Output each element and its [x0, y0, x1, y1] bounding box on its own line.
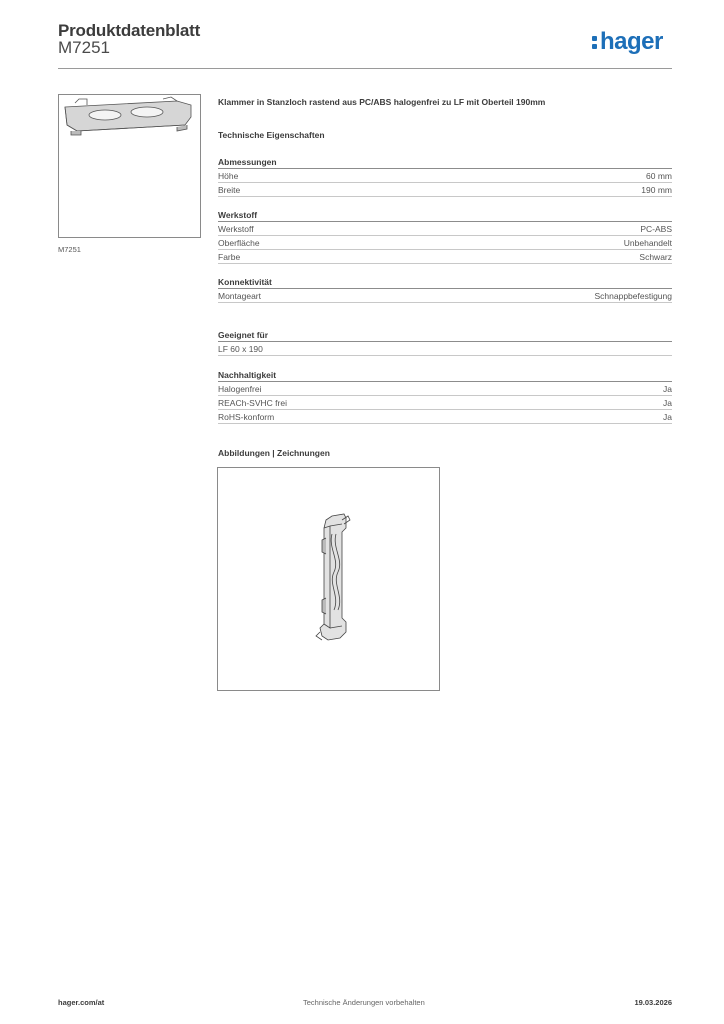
property-row — [218, 396, 672, 410]
property-row — [218, 222, 672, 236]
section-nachhaltigkeit — [218, 370, 672, 424]
property-row — [218, 342, 672, 356]
product-thumbnail-image — [59, 95, 200, 237]
header-divider — [58, 68, 672, 69]
logo-dots-icon — [592, 34, 597, 50]
product-drawing-image — [218, 468, 439, 690]
hager-logo — [592, 28, 663, 56]
section-title: Konnektivität — [218, 277, 672, 289]
property-label: Werkstoff — [218, 224, 254, 234]
property-value: Unbehandelt — [623, 238, 672, 248]
section-werkstoff — [218, 210, 672, 264]
property-label: RoHS-konform — [218, 412, 275, 422]
property-value: 190 mm — [641, 185, 672, 195]
footer-date: 19.03.2026 — [634, 998, 672, 1007]
property-value: Ja — [663, 412, 672, 422]
property-label: REACh-SVHC frei — [218, 398, 287, 408]
figures-heading: Abbildungen | Zeichnungen — [218, 448, 330, 458]
section-title: Nachhaltigkeit — [218, 370, 672, 382]
property-label: Farbe — [218, 252, 241, 262]
product-thumbnail — [58, 94, 201, 238]
section-abmessungen — [218, 157, 672, 197]
section-title: Abmessungen — [218, 157, 672, 169]
page-title: Produktdatenblatt — [58, 21, 201, 40]
section-konnektivitaet — [218, 277, 672, 303]
property-label: Breite — [218, 185, 241, 195]
property-label: Höhe — [218, 171, 239, 181]
property-row — [218, 236, 672, 250]
property-row — [218, 169, 672, 183]
property-row — [218, 183, 672, 197]
property-row — [218, 289, 672, 303]
property-value: 60 mm — [646, 171, 672, 181]
property-row — [218, 250, 672, 264]
article-number: M7251 — [58, 38, 110, 57]
section-title: Geeignet für — [218, 330, 672, 342]
property-row — [218, 410, 672, 424]
property-value: Schwarz — [639, 252, 672, 262]
property-label: LF 60 x 190 — [218, 344, 263, 354]
property-value: PC-ABS — [640, 224, 672, 234]
property-value: Ja — [663, 398, 672, 408]
property-value: Schnappbefestigung — [594, 291, 672, 301]
section-geeignet-fuer — [218, 330, 672, 356]
footer-notice: Technische Änderungen vorbehalten — [303, 998, 425, 1007]
product-description: Klammer in Stanzloch rastend aus PC/ABS halogenfrei zu LF mit Oberteil 190mm — [218, 97, 546, 107]
property-label: Montageart — [218, 291, 261, 301]
property-label: Halogenfrei — [218, 384, 262, 394]
drawing-figure — [217, 467, 440, 691]
technical-properties-heading: Technische Eigenschaften — [218, 130, 325, 140]
property-row — [218, 382, 672, 396]
logo-text: hager — [600, 28, 663, 55]
property-value: Ja — [663, 384, 672, 394]
section-title: Werkstoff — [218, 210, 672, 222]
property-label: Oberfläche — [218, 238, 260, 248]
footer-website: hager.com/at — [58, 998, 105, 1007]
thumbnail-caption: M7251 — [58, 245, 81, 254]
